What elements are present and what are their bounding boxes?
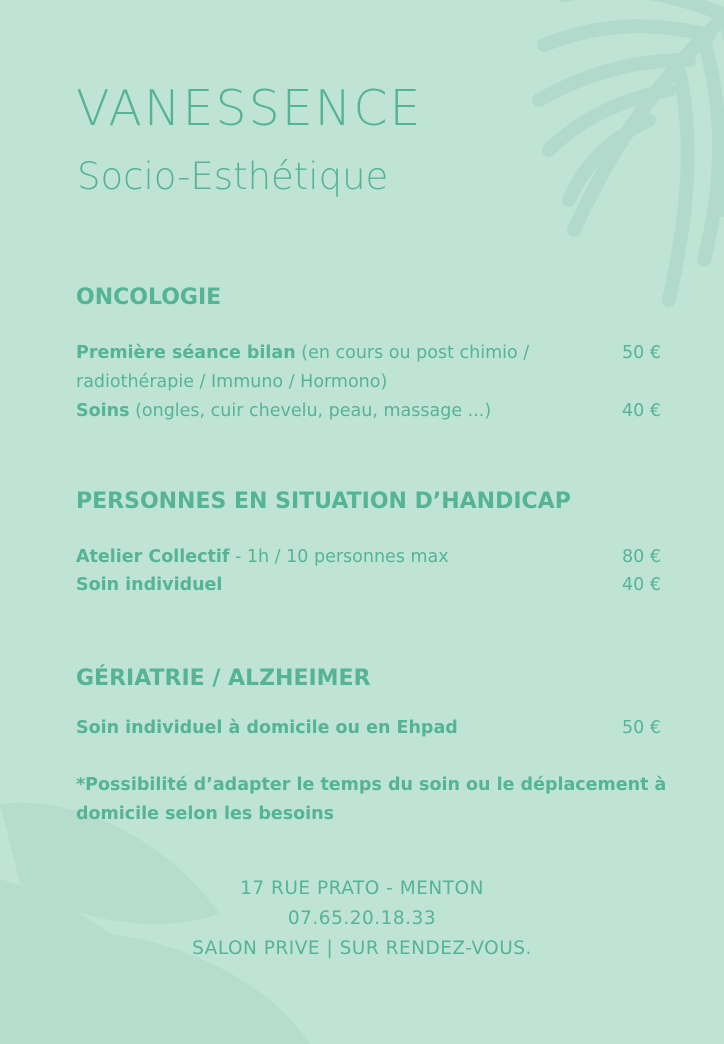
service-detail: (ongles, cuir chevelu, peau, massage ...) [129,401,492,421]
service-price: 50 € [622,718,661,738]
section-title-oncologie: ONCOLOGIE [76,285,222,310]
price-row [76,543,661,572]
price-row [76,571,661,600]
service-price: 50 € [622,343,661,363]
service-detail: - 1h / 10 personnes max [229,547,449,567]
service-name: Soin individuel [76,575,223,595]
service-name: Atelier Collectif [76,547,230,567]
footer-info: SALON PRIVE | SUR RENDEZ-VOUS. [192,938,532,959]
section-title-geriatrie: GÉRIATRIE / ALZHEIMER [76,666,371,691]
service-price: 40 € [622,575,661,595]
service-detail: (en cours ou post chimio / radiothérapie / Immuno / Hormono) [76,343,530,392]
service-name: Première séance bilan [76,343,296,363]
brand-subtitle: Socio-Esthétique [77,155,389,198]
palm-leaf-shadow-top [424,0,724,330]
price-row [76,339,661,397]
footer-phone: 07.65.20.18.33 [287,908,437,929]
price-row [76,714,661,743]
footer-address: 17 RUE PRATO - MENTON [240,878,484,899]
brand-title: VANESSENCE [76,80,423,137]
service-name: Soins [76,401,130,421]
price-row [76,397,661,426]
section-title-handicap: PERSONNES EN SITUATION D’HANDICAP [76,489,571,514]
service-name: Soin individuel à domicile ou en Ehpad [76,718,458,738]
note-text: *Possibilité d’adapter le temps du soin ou le déplacement à domicile selon les besoins [76,775,667,824]
service-price: 40 € [622,401,661,421]
service-price: 80 € [622,547,661,567]
